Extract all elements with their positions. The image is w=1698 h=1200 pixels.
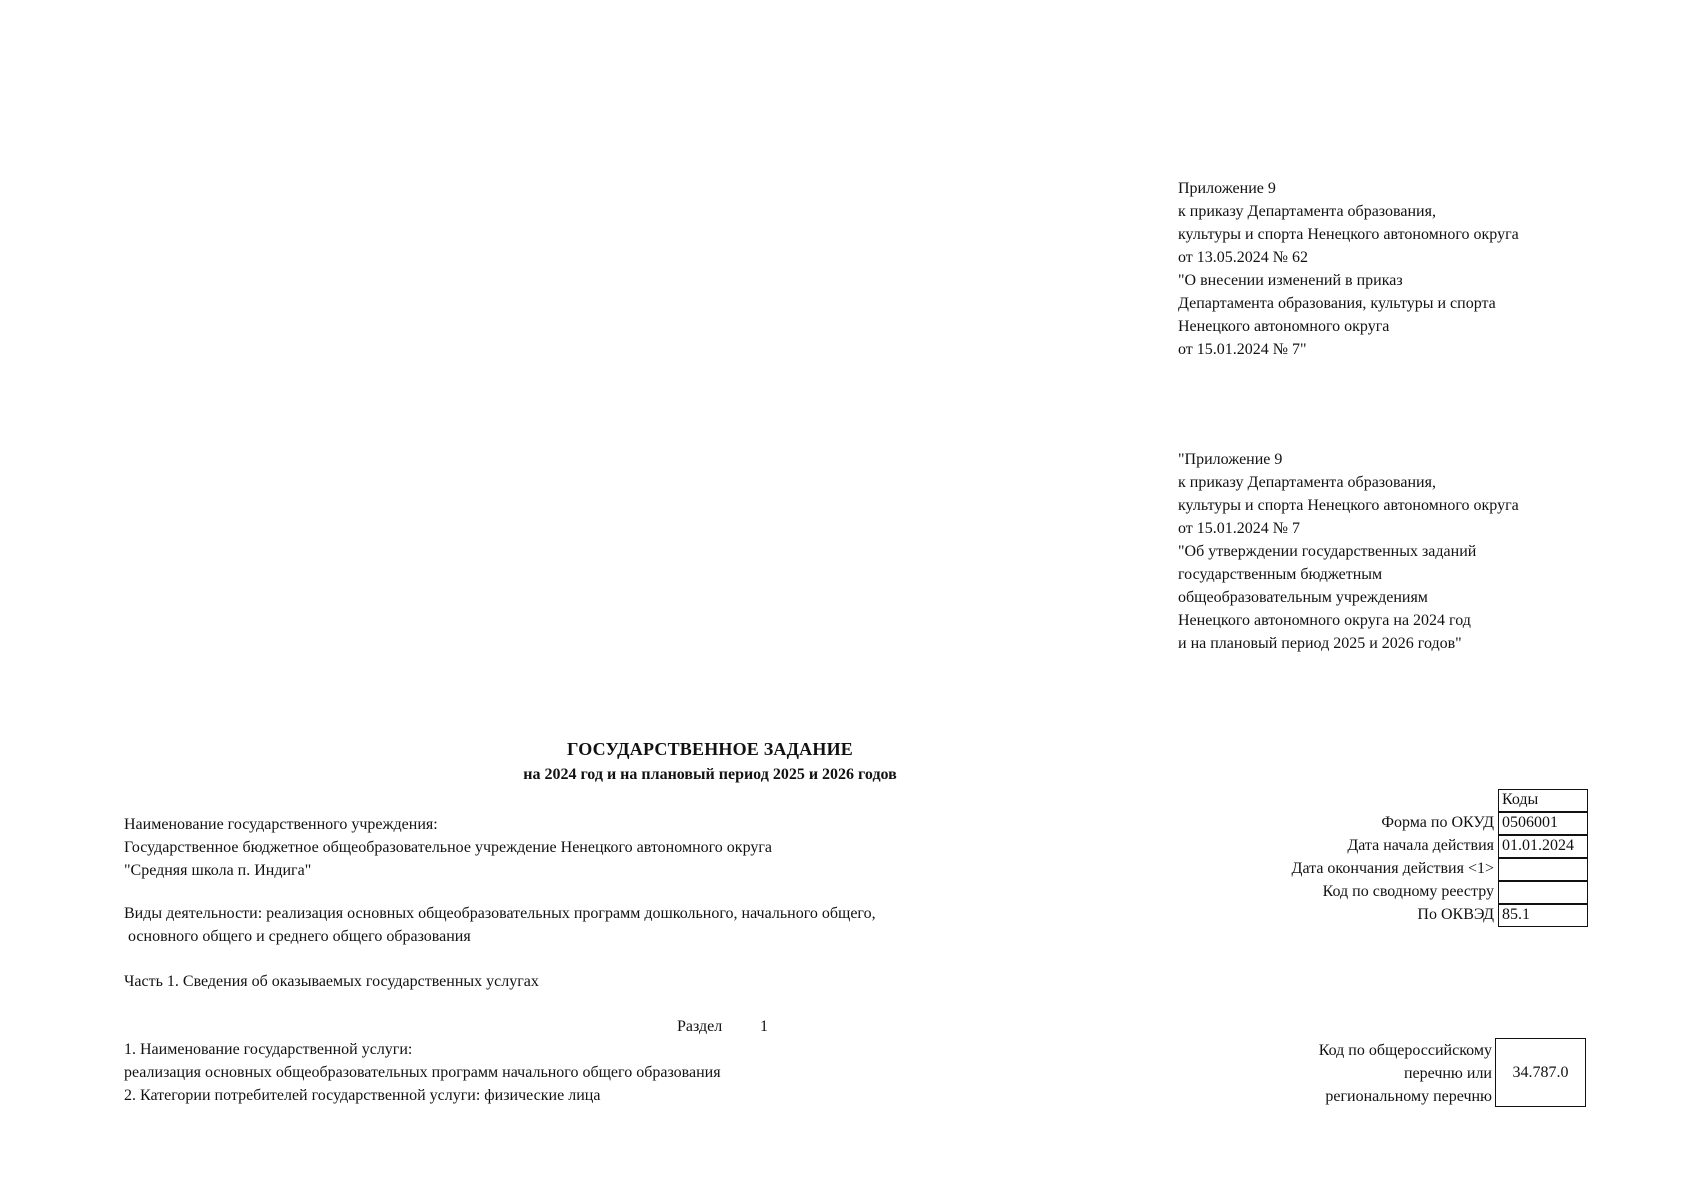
appendix-current-line: от 13.05.2024 № 62 xyxy=(1178,249,1309,266)
appendix-original-line: "Об утверждении государственных заданий xyxy=(1178,543,1477,560)
registry-label-line: перечню или xyxy=(1403,1065,1492,1082)
registry-code-value: 34.787.0 xyxy=(1495,1038,1586,1107)
appendix-original-line: и на плановый период 2025 и 2026 годов" xyxy=(1178,635,1462,652)
document-title: ГОСУДАРСТВЕННОЕ ЗАДАНИЕ xyxy=(567,739,853,759)
document-subtitle: на 2024 год и на плановый период 2025 и 2026 годов xyxy=(523,766,897,783)
service-item2: 2. Категории потребителей государственной услуги: физические лица xyxy=(124,1087,601,1104)
appendix-current-line: Ненецкого автономного округа xyxy=(1178,318,1390,335)
registry-label-line: региональному перечню xyxy=(1325,1088,1492,1105)
registry-label-line: Код по общероссийскому xyxy=(1318,1042,1492,1059)
appendix-original-line: Ненецкого автономного округа на 2024 год xyxy=(1178,612,1471,629)
appendix-original-line: культуры и спорта Ненецкого автономного округа xyxy=(1178,497,1519,514)
codes-row-value xyxy=(1498,858,1588,881)
institution-name-line1: Государственное бюджетное общеобразовательное учреждение Ненецкого автономного округа xyxy=(124,839,773,856)
appendix-original-line: общеобразовательным учреждениям xyxy=(1178,589,1428,606)
activity-line2: основного общего и среднего общего образования xyxy=(128,928,471,945)
activity-line1: Виды деятельности: реализация основных общеобразовательных программ дошкольного, начального общего, xyxy=(124,905,876,922)
appendix-original-line: государственным бюджетным xyxy=(1178,566,1383,583)
appendix-original-line: "Приложение 9 xyxy=(1178,451,1283,468)
codes-row-value: 01.01.2024 xyxy=(1498,835,1588,858)
part-heading: Часть 1. Сведения об оказываемых государственных услугах xyxy=(124,973,539,990)
appendix-original-line: к приказу Департамента образования, xyxy=(1178,474,1436,491)
service-item1-label: 1. Наименование государственной услуги: xyxy=(124,1041,413,1058)
institution-name-line2: "Средняя школа п. Индига" xyxy=(124,862,312,879)
appendix-original-line: от 15.01.2024 № 7 xyxy=(1178,520,1301,537)
institution-label: Наименование государственного учреждения: xyxy=(124,816,438,833)
appendix-current-line: "О внесении изменений в приказ xyxy=(1178,272,1403,289)
service-item1-value: реализация основных общеобразовательных программ начального общего образования xyxy=(124,1064,721,1081)
codes-row-label: Дата окончания действия <1> xyxy=(1291,860,1494,877)
codes-row-label: Форма по ОКУД xyxy=(1381,814,1494,831)
appendix-current-line: к приказу Департамента образования, xyxy=(1178,203,1436,220)
codes-row-value: 85.1 xyxy=(1498,904,1588,927)
appendix-current-line: Департамента образования, культуры и спорта xyxy=(1178,295,1496,312)
section-number: 1 xyxy=(760,1018,768,1035)
appendix-current-line: культуры и спорта Ненецкого автономного округа xyxy=(1178,226,1519,243)
codes-row-label: Код по сводному реестру xyxy=(1322,883,1494,900)
codes-row-label: Дата начала действия xyxy=(1347,837,1494,854)
appendix-current-line: Приложение 9 xyxy=(1178,180,1276,197)
section-label: Раздел xyxy=(677,1018,723,1035)
appendix-current-line: от 15.01.2024 № 7" xyxy=(1178,341,1307,358)
codes-row-label: По ОКВЭД xyxy=(1417,906,1494,923)
codes-header: Коды xyxy=(1498,789,1588,812)
codes-row-value: 0506001 xyxy=(1498,812,1588,835)
codes-row-value xyxy=(1498,881,1588,904)
